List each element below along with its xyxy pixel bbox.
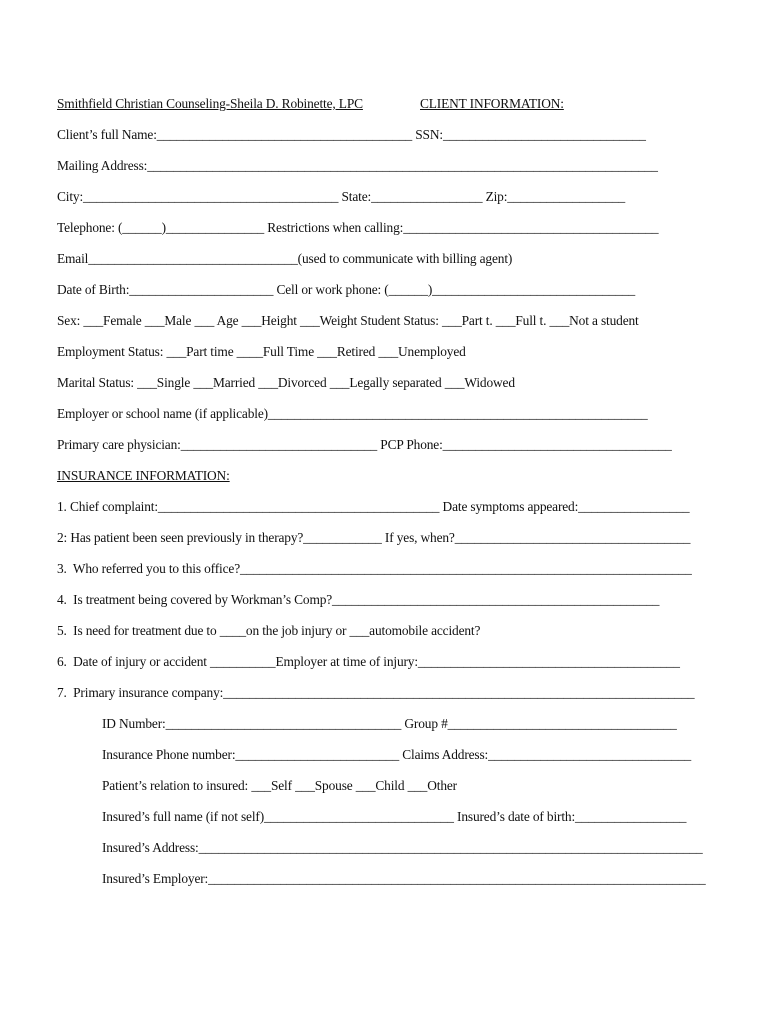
referral-field[interactable]: 3. Who referred you to this office?_____________________________________________________________________ (57, 561, 692, 576)
practice-name: Smithfield Christian Counseling-Sheila D. Robinette, LPC (57, 96, 363, 111)
page-title: CLIENT INFORMATION: (420, 96, 564, 111)
chief-complaint-field[interactable]: 1. Chief complaint:___________________________________________ Date symptoms appeared:_________________ (57, 499, 690, 514)
previous-therapy-field[interactable]: 2: Has patient been seen previously in therapy?____________ If yes, when?____________________________________ (57, 530, 691, 545)
workmans-comp-field[interactable]: 4. Is treatment being covered by Workman’s Comp?__________________________________________________ (57, 592, 660, 607)
insured-address-field[interactable]: Insured’s Address:_____________________________________________________________________________ (102, 840, 703, 855)
relation-to-insured-field[interactable]: Patient’s relation to insured: ___Self ___Spouse ___Child ___Other (102, 778, 457, 793)
dob-phone-field[interactable]: Date of Birth:______________________ Cell or work phone: (______)_______________________________ (57, 282, 636, 297)
insurance-heading: INSURANCE INFORMATION: (57, 468, 230, 483)
insured-employer-field[interactable]: Insured’s Employer:____________________________________________________________________________ (102, 871, 706, 886)
insurance-phone-claims-field[interactable]: Insurance Phone number:_________________________ Claims Address:_______________________________ (102, 747, 692, 762)
sex-student-status-field[interactable]: Sex: ___Female ___Male ___ Age ___Height ___Weight Student Status: ___Part t. ___Full t. ___Not a student (57, 313, 639, 328)
city-state-zip-field[interactable]: City:_______________________________________ State:_________________ Zip:__________________ (57, 189, 626, 204)
injury-date-employer-field[interactable]: 6. Date of injury or accident __________Employer at time of injury:________________________________________ (57, 654, 680, 669)
primary-physician-field[interactable]: Primary care physician:______________________________ PCP Phone:___________________________________ (57, 437, 672, 452)
marital-status-field[interactable]: Marital Status: ___Single ___Married ___Divorced ___Legally separated ___Widowed (57, 375, 515, 390)
employment-status-field[interactable]: Employment Status: ___Part time ____Full Time ___Retired ___Unemployed (57, 344, 466, 359)
id-group-field[interactable]: ID Number:____________________________________ Group #___________________________________ (102, 716, 677, 731)
primary-insurance-field[interactable]: 7. Primary insurance company:________________________________________________________________________ (57, 685, 695, 700)
insured-name-dob-field[interactable]: Insured’s full name (if not self)_____________________________ Insured’s date of birth:_________________ (102, 809, 687, 824)
mailing-address-field[interactable]: Mailing Address:______________________________________________________________________________ (57, 158, 658, 173)
employer-school-field[interactable]: Employer or school name (if applicable)__________________________________________________________ (57, 406, 648, 421)
telephone-field[interactable]: Telephone: (______)_______________ Restrictions when calling:_______________________________________ (57, 220, 659, 235)
client-name-ssn-field[interactable]: Client’s full Name:_______________________________________ SSN:_______________________________ (57, 127, 646, 142)
injury-cause-field[interactable]: 5. Is need for treatment due to ____on the job injury or ___automobile accident? (57, 623, 481, 638)
email-field[interactable]: Email________________________________(used to communicate with billing agent) (57, 251, 513, 266)
